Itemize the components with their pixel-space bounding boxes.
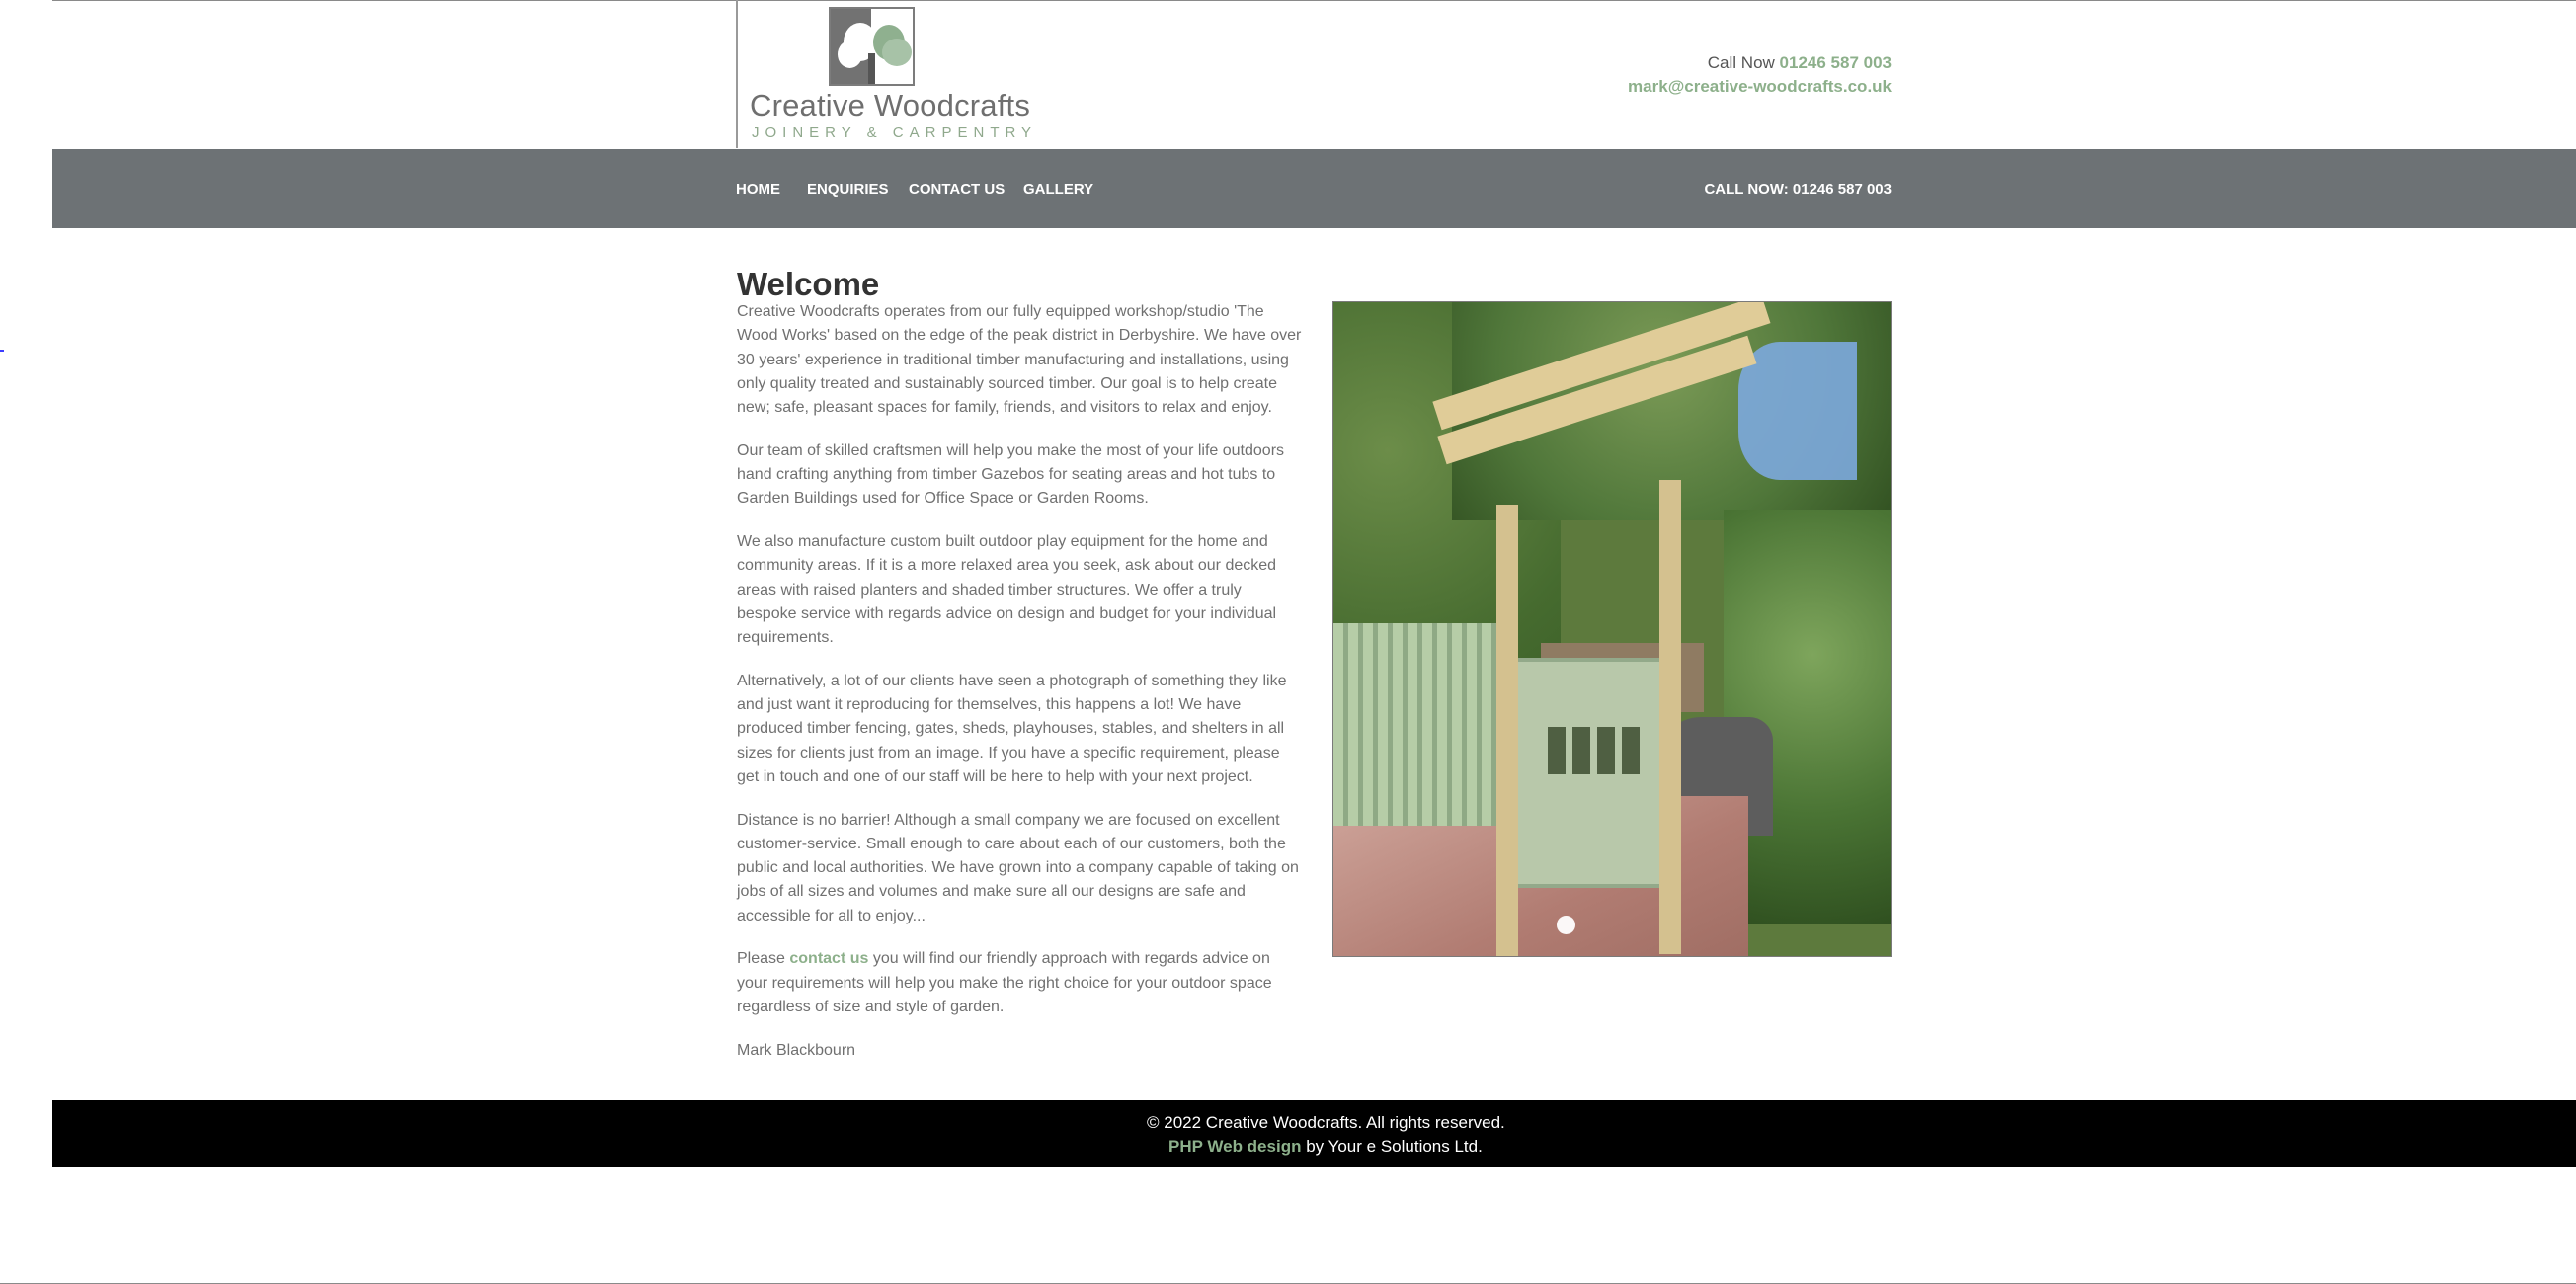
footer-credit-text: by Your e Solutions Ltd. [1306, 1137, 1483, 1156]
footer-credit [1168, 1137, 1483, 1157]
nav-enquiries[interactable]: ENQUIRIES [807, 181, 889, 198]
call-prefix: Call Now [1707, 53, 1775, 72]
nav-gallery[interactable]: GALLERY [1023, 181, 1094, 198]
contact-text: you will find our friendly approach with regards advice on your requirements will help you make the right choice for your outdoor space regardless of size and style of garden. [737, 950, 1272, 1015]
slideshow-dot-icon[interactable] [1557, 916, 1575, 934]
intro-paragraph: Creative Woodcrafts operates from our fully equipped workshop/studio 'The Wood Works' based on the edge of the peak district in Derbyshire. We have over 30 years' experience in traditional timber manufacturing and installations, using only quality treated and sustainably sourced timber. Our goal is to help create new; safe, pleasant spaces for family, friends, and visitors to relax and enjoy. [737, 303, 1302, 417]
gate-slot [1622, 727, 1640, 774]
nav-home[interactable]: HOME [736, 181, 780, 198]
logo-green-canopy-lower [882, 39, 912, 66]
logo-title[interactable]: Creative Woodcrafts [750, 88, 1031, 122]
distance-paragraph: Distance is no barrier! Although a small company we are focused on excellent customer-service. Small enough to care about each of our customers, both the public and local authorities. We have grown into a company capable of taking on jobs of all sizes and volumes and make sure all our designs are safe and accessible for all to enjoy... [737, 811, 1299, 924]
gate-slot [1572, 727, 1590, 774]
footer-copyright: © 2022 Creative Woodcrafts. All rights reserved. [1147, 1113, 1505, 1132]
page-top-border [0, 0, 2576, 1]
pergola-right-post [1659, 480, 1681, 954]
image-picket-fence [1333, 623, 1501, 826]
gate-slot [1548, 727, 1566, 774]
signature: Mark Blackbourn [737, 1041, 856, 1059]
nav-call-now[interactable]: CALL NOW: 01246 587 003 [1704, 181, 1892, 198]
nav-contact-us[interactable]: CONTACT US [909, 181, 1006, 198]
gate-slot [1597, 727, 1615, 774]
welcome-content [737, 300, 1305, 1082]
contact-paragraph [737, 947, 1305, 1019]
header-email-link[interactable]: mark@creative-woodcrafts.co.uk [1628, 77, 1892, 96]
php-web-design-link[interactable]: PHP Web design [1168, 1137, 1302, 1156]
pergola-left-post [1496, 505, 1518, 957]
left-gutter [0, 0, 52, 1284]
main-navigation-bar [52, 149, 2576, 228]
header-phone-link[interactable]: 01246 587 003 [1779, 53, 1892, 72]
garden-gate-image[interactable] [1332, 301, 1892, 957]
site-footer [52, 1100, 2576, 1167]
play-equipment-paragraph: We also manufacture custom built outdoor play equipment for the home and community areas. If it is a more relaxed area you seek, ask about our decked areas with raised planters and shaded timber structures. We offer a truly bespoke service with regards advice on design and budget for your individual requirements. [737, 532, 1277, 647]
logo-subtitle: JOINERY & CARPENTRY [752, 124, 1038, 141]
craftsmen-paragraph: Our team of skilled craftsmen will help you make the most of your life outdoors hand crafting anything from timber Gazebos for seating areas and hot tubs to Garden Buildings used for Office Space or Garden Rooms. [737, 441, 1285, 508]
logo-tree-trunk [868, 53, 875, 84]
left-edge-marker [0, 350, 4, 352]
logo-tree-canopy-lower [838, 40, 862, 68]
header-call-line [1708, 53, 1892, 73]
contact-prefix: Please [737, 950, 785, 968]
contact-us-inline-link[interactable]: contact us [789, 950, 869, 968]
page-title: Welcome [737, 266, 880, 303]
tree-logo-icon[interactable] [829, 7, 915, 86]
photo-reproduction-paragraph: Alternatively, a lot of our clients have seen a photograph of something they like and just want it reproducing for themselves, this happens a lot! We have produced timber fencing, gates, sheds, playhouses, stables, and shelters in all sizes for clients just from an image. If you have a specific requirement, please get in touch and one of our staff will be here to help with your next project. [737, 672, 1287, 785]
